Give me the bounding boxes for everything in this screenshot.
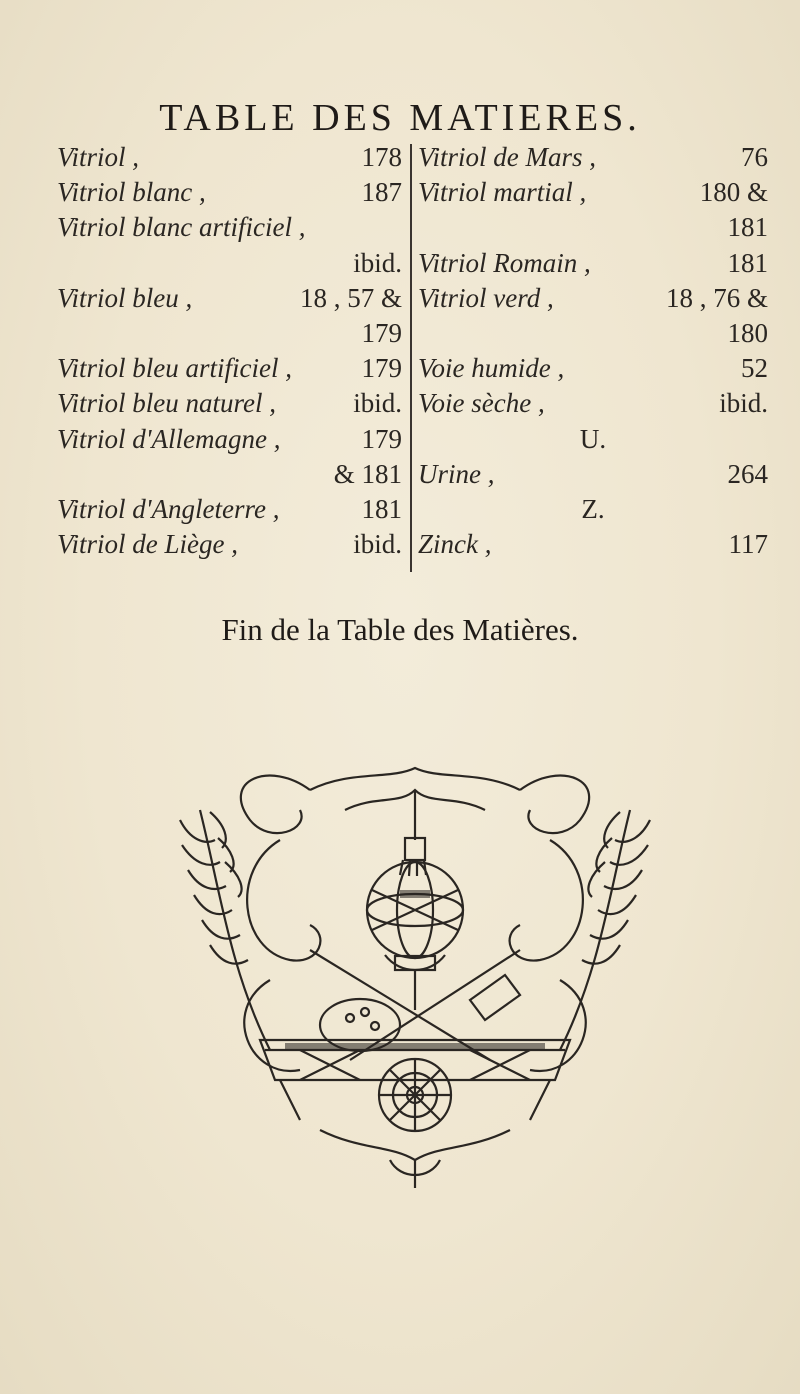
index-entry — [57, 210, 402, 245]
index-entry — [418, 351, 768, 386]
entry-term: Vitriol blanc artificiel , — [57, 212, 306, 243]
entry-page: & 181 — [333, 458, 402, 489]
entry-page: 18 , 57 & — [299, 282, 402, 313]
entry-page: 181 — [727, 247, 768, 278]
entry-page: 179 — [361, 317, 402, 348]
entry-term: Vitriol bleu naturel , — [57, 388, 276, 419]
entry-term: Voie sèche , — [418, 388, 545, 419]
index-entry — [57, 175, 402, 210]
entry-page: 52 — [741, 353, 768, 384]
index-entry — [418, 527, 768, 562]
index-entry — [57, 281, 402, 316]
index-entry-continuation — [418, 210, 768, 245]
entry-term: Vitriol d'Angleterre , — [57, 493, 280, 524]
entry-page: 18 , 76 & — [665, 282, 768, 313]
entry-term: Vitriol blanc , — [57, 177, 206, 208]
entry-page: 178 — [361, 142, 402, 172]
index-left-column — [57, 140, 402, 562]
entry-page: 187 — [361, 177, 402, 208]
section-letter — [418, 492, 768, 527]
entry-term: Vitriol d'Allemagne , — [57, 423, 281, 454]
entry-page: 181 — [727, 212, 768, 243]
index-entry — [57, 527, 402, 562]
entry-page: ibid. — [353, 388, 402, 419]
index-entry — [418, 281, 768, 316]
entry-term: Vitriol de Liège , — [57, 529, 238, 560]
entry-term: Zinck , — [418, 529, 492, 560]
entry-page: 76 — [741, 142, 768, 172]
end-of-table-note: Fin de la Table des Matières. — [221, 612, 579, 647]
entry-term: Vitriol bleu artificiel , — [57, 353, 292, 384]
entry-term: Vitriol verd , — [418, 282, 554, 313]
entry-term: Vitriol , — [57, 142, 140, 172]
index-entry-continuation — [57, 457, 402, 492]
column-divider — [410, 144, 412, 572]
entry-page: 179 — [361, 353, 402, 384]
armillary-sphere-vignette-icon — [160, 750, 670, 1190]
index-entry — [57, 140, 402, 175]
entry-page: 179 — [361, 423, 402, 454]
section-letter — [418, 422, 768, 457]
entry-term: Urine , — [418, 458, 495, 489]
entry-page: ibid. — [719, 388, 768, 419]
index-entry-continuation — [57, 246, 402, 281]
entry-page: 180 & — [699, 177, 768, 208]
index-entry — [418, 386, 768, 421]
entry-page: 181 — [361, 493, 402, 524]
index-entry — [418, 140, 768, 175]
index-entry — [418, 457, 768, 492]
section-letter-text: Z. — [581, 493, 605, 524]
page-title: TABLE DES MATIERES. — [159, 97, 641, 139]
entry-term: Vitriol martial , — [418, 177, 587, 208]
section-letter-text: U. — [579, 423, 607, 454]
entry-page: 117 — [728, 529, 768, 560]
entry-page: 264 — [727, 458, 768, 489]
index-right-column — [418, 140, 768, 562]
index-entry — [418, 246, 768, 281]
entry-term: Vitriol Romain , — [418, 247, 591, 278]
entry-page: ibid. — [353, 529, 402, 560]
index-entry — [418, 175, 768, 210]
index-entry-continuation — [418, 316, 768, 351]
index-entry — [57, 492, 402, 527]
entry-page: 180 — [727, 317, 768, 348]
index-entry-continuation — [57, 316, 402, 351]
entry-page: ibid. — [353, 247, 402, 278]
index-entry — [57, 422, 402, 457]
entry-term: Vitriol de Mars , — [418, 142, 596, 172]
index-entry — [57, 351, 402, 386]
index-entry — [57, 386, 402, 421]
entry-term: Vitriol bleu , — [57, 282, 193, 313]
entry-term: Voie humide , — [418, 353, 565, 384]
